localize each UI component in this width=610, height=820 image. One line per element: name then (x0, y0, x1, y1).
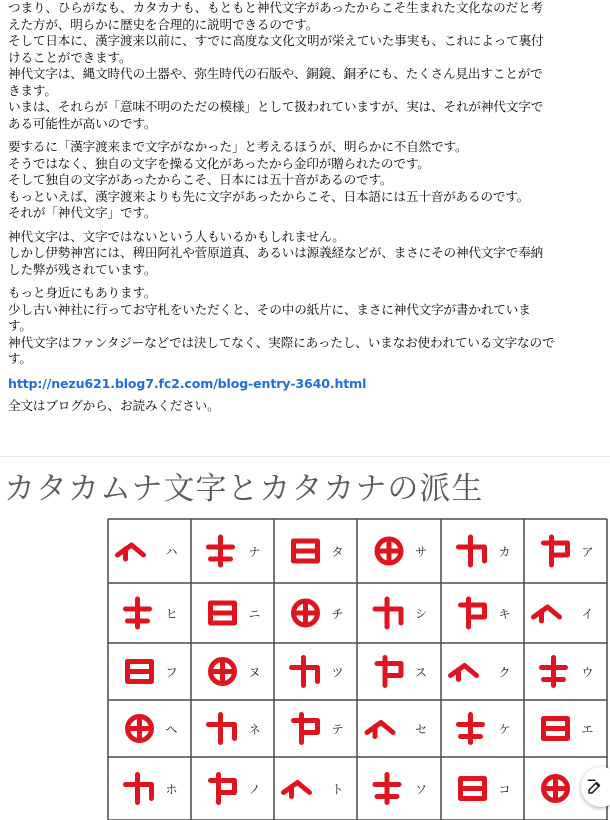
post-paragraph-4 (8, 285, 604, 368)
kana-label: タ (331, 545, 344, 559)
katakamuna-glyph (534, 607, 560, 621)
kana-label: ヘ (165, 722, 178, 737)
kana-label: カ (498, 545, 511, 559)
kana-label: ウ (581, 665, 594, 680)
katakamuna-glyph (544, 537, 568, 565)
katakamuna-glyph (211, 603, 235, 623)
kana-label: ノ (248, 782, 261, 797)
post-line: 少し古い神社に行ってお守札をいただくと、その中の紙片に、まさに神代文字が書かれていま (8, 301, 531, 317)
post-line: いまは、それらが「意味不明のただの模様」として扱われていますが、実は、それが神代文字で (8, 99, 544, 114)
post-line: もっといえば、漢字渡来よりも先に文字があったからこそ、日本語には五十音があるのです。 (8, 188, 530, 204)
kana-label: チ (331, 607, 344, 621)
katakamuna-glyph (209, 715, 235, 743)
kana-label: キ (498, 607, 511, 621)
katakamuna-glyph (284, 783, 310, 797)
katakamuna-glyph (118, 545, 144, 559)
kana-label: ニ (248, 607, 261, 621)
kana-label: シ (415, 607, 428, 621)
post-line: つまり、ひらがなも、カタカナも、もともと神代文字があったからこそ生まれた文化なのだと考 (8, 0, 543, 15)
kana-label: ヌ (248, 665, 261, 680)
post-line: えた方が、明らかに歴史を合理的に説明できるのです。 (8, 16, 319, 32)
post-line: そうではなく、独自の文字を操る文化があったから金印が贈られたのです。 (8, 155, 430, 171)
katakamuna-glyph (126, 599, 150, 627)
post-line: ある可能性が高いのです。 (8, 115, 157, 131)
katakamuna-glyph (128, 717, 152, 741)
katakamuna-glyph (292, 658, 318, 686)
kana-label: イ (581, 607, 594, 621)
post-line: す。 (8, 318, 32, 333)
katakamuna-glyph (294, 541, 318, 561)
katakamuna-glyph (459, 715, 483, 743)
katakamuna-glyph (294, 715, 318, 743)
katakamuna-glyph (209, 537, 233, 565)
kana-label: ク (498, 665, 511, 680)
blog-link[interactable]: http://nezu621.blog7.fc2.com/blog-entry-3640.html (8, 375, 367, 391)
post-paragraph-1 (8, 0, 604, 132)
kana-label: ソ (415, 782, 428, 797)
post-paragraph-2 (8, 139, 604, 222)
kana-label: ヒ (165, 607, 178, 621)
post-line: 要するに「漢字渡来まで文字がなかった」と考えるほうが、明らかに不自然です。 (8, 139, 468, 154)
katakamuna-glyph (377, 539, 401, 563)
katakamuna-glyph (459, 537, 485, 565)
post-paragraph-3 (8, 229, 604, 279)
post-line: 神代文字は、文字ではないという人もいるかもしれません。 (8, 228, 345, 244)
kana-label: ナ (248, 545, 261, 559)
post-line: けることができます。 (8, 49, 132, 65)
kana-label: エ (581, 722, 594, 737)
post-line: そして独自の文字があったからこそ、日本には五十音があるのです。 (8, 172, 393, 187)
kana-label: ホ (165, 782, 178, 797)
katakamuna-glyph (544, 719, 568, 739)
kana-label: ト (331, 782, 344, 797)
kana-label: サ (415, 545, 428, 559)
kana-label: ス (415, 665, 428, 680)
katakamuna-glyph (375, 599, 401, 627)
katakamuna-glyph (128, 662, 152, 682)
post-line: した弊が残されています。 (8, 261, 157, 277)
kana-label: ケ (498, 722, 511, 737)
post-line: もっと身近にもあります。 (8, 285, 157, 300)
closing-text: 全文はブログから、お読みください。 (8, 398, 220, 413)
katakamuna-glyph (294, 601, 318, 625)
katakamuna-glyph (377, 658, 401, 686)
katakamuna-glyph (461, 779, 485, 799)
katakamuna-glyph (126, 775, 152, 803)
kana-label: ア (581, 545, 594, 559)
katakamuna-glyph (375, 775, 399, 803)
katakamuna-glyph (461, 599, 485, 627)
kana-label: セ (415, 722, 428, 737)
kana-label: フ (165, 665, 178, 680)
post-line: す。 (8, 351, 32, 366)
kana-label: ハ (165, 545, 178, 559)
post-body (8, 0, 604, 415)
katakamuna-glyph (211, 775, 235, 803)
katakamuna-glyph (367, 723, 393, 737)
post-image[interactable] (0, 457, 610, 820)
katakamuna-glyph (211, 660, 235, 684)
edit-icon (586, 778, 604, 796)
kana-label: ネ (248, 722, 261, 737)
post-line: そして日本に、漢字渡来以前に、すでに高度な文化文明が栄えていた事実も、これによって裏付 (8, 33, 544, 48)
katakamuna-glyph (542, 658, 566, 686)
katakamuna-table (0, 457, 610, 820)
kana-label: コ (498, 782, 511, 797)
post-line: 神代文字はファンタジーなどでは決してなく、実際にあったし、いまなお使われている文字なので (8, 334, 555, 350)
katakamuna-glyph (451, 666, 477, 680)
post-line: それが「神代文字」です。 (8, 205, 157, 220)
katakamuna-glyph (544, 777, 568, 801)
table-grid (108, 519, 607, 820)
post-line: しかし伊勢神宮には、稗田阿礼や菅原道真、あるいは源義経などが、まさにその神代文字で奉納 (8, 245, 544, 260)
post-line: 神代文字は、縄文時代の土器や、弥生時代の石版や、銅鏡、銅矛にも、たくさん見出すことがで (8, 66, 543, 81)
image-title: カタカムナ文字とカタカナの派生 (4, 471, 484, 507)
kana-label: テ (331, 722, 344, 737)
kana-label: ツ (331, 665, 344, 680)
post-line: きます。 (8, 82, 57, 98)
